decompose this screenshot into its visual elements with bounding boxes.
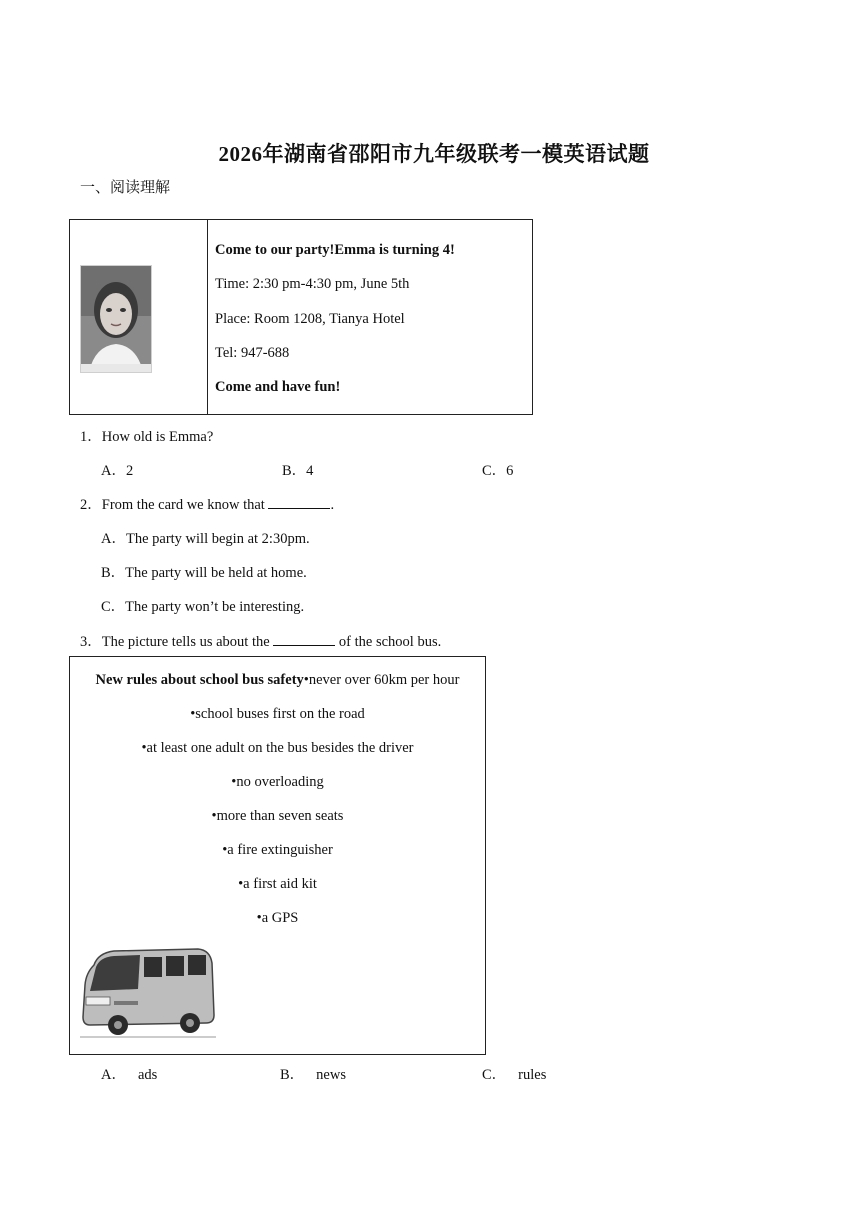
q2-blank [268, 496, 330, 509]
q3-option-a [101, 1063, 157, 1084]
q1-option-b: B．4 [282, 463, 314, 479]
party-card [69, 219, 533, 415]
rule-item: •more than seven seats [211, 808, 344, 824]
rule-item: •a fire extinguisher [222, 842, 333, 858]
q3-option-b-text: news [316, 1067, 346, 1083]
q3-option-c-text: rules [518, 1067, 547, 1083]
q3-option-b-letter: B． [280, 1067, 305, 1083]
rules-heading: New rules about school bus safety [95, 672, 304, 688]
q2-option-a: A．The party will begin at 2:30pm. [101, 531, 310, 547]
bus-rules-box [69, 656, 486, 1055]
q2-stem-end: . [330, 497, 335, 513]
q3-option-b [280, 1063, 346, 1084]
card-tel: Tel: 947-688 [215, 345, 290, 361]
page-title: 2026年湖南省邵阳市九年级联考一模英语试题 [218, 142, 650, 166]
school-bus-icon [80, 945, 216, 1041]
q3-option-a-letter: A． [101, 1067, 126, 1083]
rule-item: •no overloading [231, 774, 324, 790]
q2-stem: 2．From the card we know that [80, 497, 265, 513]
card-place: Place: Room 1208, Tianya Hotel [215, 311, 405, 327]
rule-item: •a first aid kit [238, 876, 317, 892]
question-2 [80, 493, 334, 514]
card-time: Time: 2:30 pm-4:30 pm, June 5th [215, 276, 410, 292]
section-heading: 一、阅读理解 [80, 180, 171, 196]
rule-item: •at least one adult on the bus besides the driver [141, 740, 414, 756]
q2-option-b: B．The party will be held at home. [101, 565, 307, 581]
girl-portrait-icon [81, 266, 151, 372]
q3-stem-end: of the school bus. [338, 634, 442, 650]
q1-option-c: C．6 [482, 463, 514, 479]
card-closing: Come and have fun! [215, 379, 341, 395]
rule-item: •a GPS [256, 910, 299, 926]
rule-item: •school buses first on the road [190, 706, 365, 722]
card-headline: Come to our party!Emma is turning 4! [215, 242, 455, 258]
question-3 [80, 630, 441, 651]
girl-photo [80, 265, 152, 373]
q3-blank [273, 633, 335, 646]
q3-option-c-letter: C． [482, 1067, 507, 1083]
rule-item: •never over 60km per hour [303, 672, 460, 688]
q3-option-c [482, 1063, 546, 1084]
q3-option-a-text: ads [137, 1067, 158, 1083]
question-1: 1．How old is Emma? [80, 429, 214, 445]
rules-first-line [70, 672, 485, 689]
q2-option-c: C．The party won’t be interesting. [101, 599, 305, 615]
photo-cell [70, 220, 208, 414]
q1-option-a: A．2 [101, 463, 134, 479]
q3-stem: 3．The picture tells us about the [80, 634, 270, 650]
